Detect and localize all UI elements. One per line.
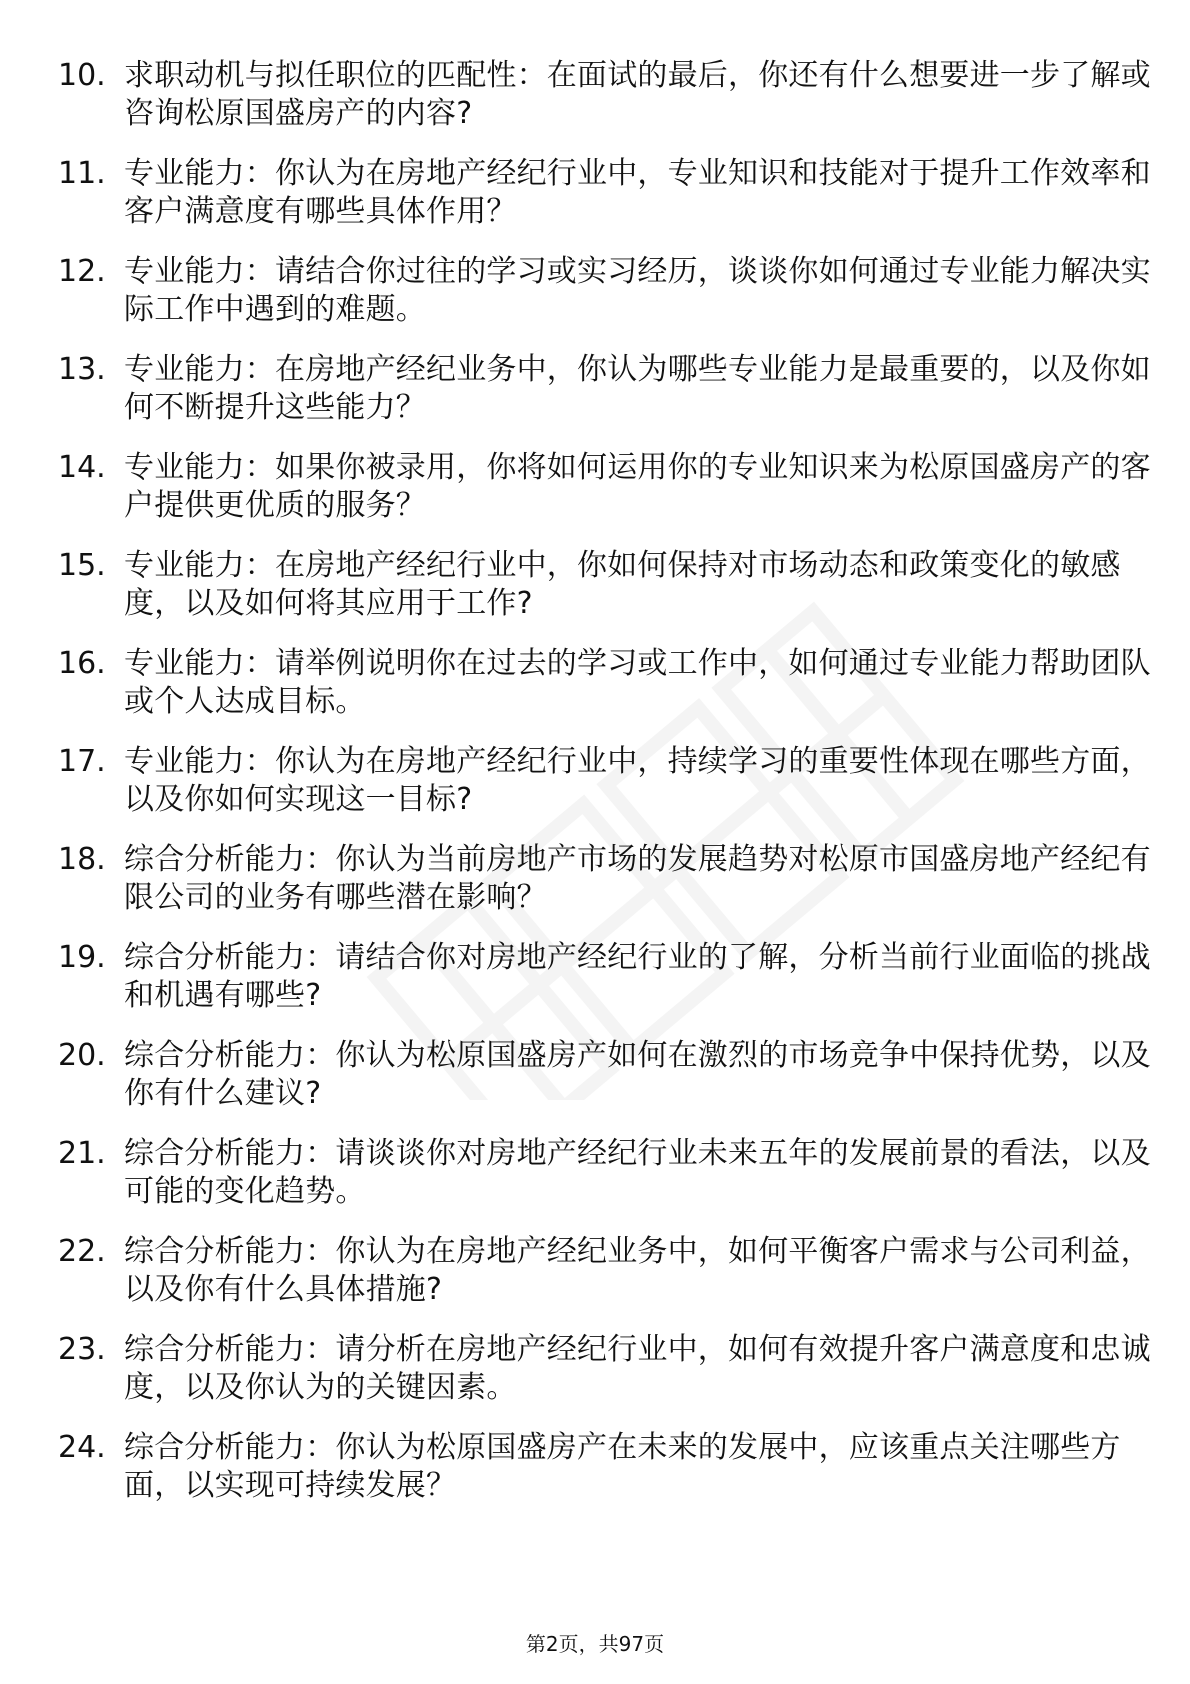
question-text: 综合分析能力：请分析在房地产经纪行业中，如何有效提升客户满意度和忠诚度，以及你认为的关键因素。: [124, 1332, 1151, 1405]
question-number: 18.: [58, 842, 106, 877]
list-item: [58, 547, 1121, 645]
question-number: 12.: [58, 254, 106, 289]
question-text: 求职动机与拟任职位的匹配性：在面试的最后，你还有什么想要进一步了解或咨询松原国盛房产的内容?: [124, 58, 1151, 131]
list-item: [58, 939, 1151, 1037]
question-text: 专业能力：如果你被录用，你将如何运用你的专业知识来为松原国盛房产的客户提供更优质的服务？: [124, 450, 1151, 523]
question-text: 综合分析能力：请结合你对房地产经纪行业的了解，分析当前行业面临的挑战和机遇有哪些?: [124, 940, 1151, 1013]
question-text: 综合分析能力：你认为松原国盛房产如何在激烈的市场竞争中保持优势，以及你有什么建议?: [124, 1038, 1151, 1111]
question-text: 专业能力：请结合你过往的学习或实习经历，谈谈你如何通过专业能力解决实际工作中遇到的难题。: [124, 254, 1151, 327]
list-item: [58, 841, 1151, 939]
question-text: 专业能力：在房地产经纪行业中，你如何保持对市场动态和政策变化的敏感度，以及如何将其应用于工作?: [124, 548, 1121, 621]
question-number: 15.: [58, 548, 106, 583]
list-item: [58, 1233, 1151, 1331]
list-item: [58, 1037, 1151, 1135]
list-item: [58, 645, 1151, 743]
list-item: [58, 253, 1151, 351]
question-number: 23.: [58, 1332, 106, 1367]
question-text: 综合分析能力：你认为在房地产经纪业务中，如何平衡客户需求与公司利益，以及你有什么具体措施?: [124, 1234, 1151, 1307]
question-number: 20.: [58, 1038, 106, 1073]
question-number: 13.: [58, 352, 106, 387]
question-number: 10.: [58, 58, 106, 93]
page-indicator: 第2页，共97页: [525, 1632, 665, 1656]
question-number: 22.: [58, 1234, 106, 1269]
question-text: 专业能力：你认为在房地产经纪行业中，持续学习的重要性体现在哪些方面，以及你如何实现这一目标?: [124, 744, 1151, 817]
question-list: [58, 57, 1151, 1527]
list-item: [58, 449, 1151, 547]
question-number: 21.: [58, 1136, 106, 1171]
question-text: 专业能力：请举例说明你在过去的学习或工作中，如何通过专业能力帮助团队或个人达成目标。: [124, 646, 1151, 719]
question-number: 11.: [58, 156, 106, 191]
question-text: 综合分析能力：请谈谈你对房地产经纪行业未来五年的发展前景的看法，以及可能的变化趋势。: [124, 1136, 1151, 1209]
question-number: 14.: [58, 450, 106, 485]
list-item: [58, 155, 1151, 253]
question-number: 19.: [58, 940, 106, 975]
question-number: 24.: [58, 1430, 106, 1465]
question-text: 专业能力：你认为在房地产经纪行业中，专业知识和技能对于提升工作效率和客户满意度有哪些具体作用？: [124, 156, 1151, 229]
question-number: 16.: [58, 646, 106, 681]
list-item: [58, 1429, 1121, 1527]
list-item: [58, 1331, 1151, 1429]
question-text: 综合分析能力：你认为当前房地产市场的发展趋势对松原市国盛房地产经纪有限公司的业务有哪些潜在影响？: [124, 842, 1151, 915]
question-text: 专业能力：在房地产经纪业务中，你认为哪些专业能力是最重要的，以及你如何不断提升这些能力？: [124, 352, 1151, 425]
list-item: [58, 743, 1151, 841]
list-item: [58, 351, 1151, 449]
list-item: [58, 1135, 1151, 1233]
list-item: [58, 57, 1151, 155]
question-number: 17.: [58, 744, 106, 779]
question-text: 综合分析能力：你认为松原国盛房产在未来的发展中，应该重点关注哪些方面，以实现可持续发展？: [124, 1430, 1121, 1503]
